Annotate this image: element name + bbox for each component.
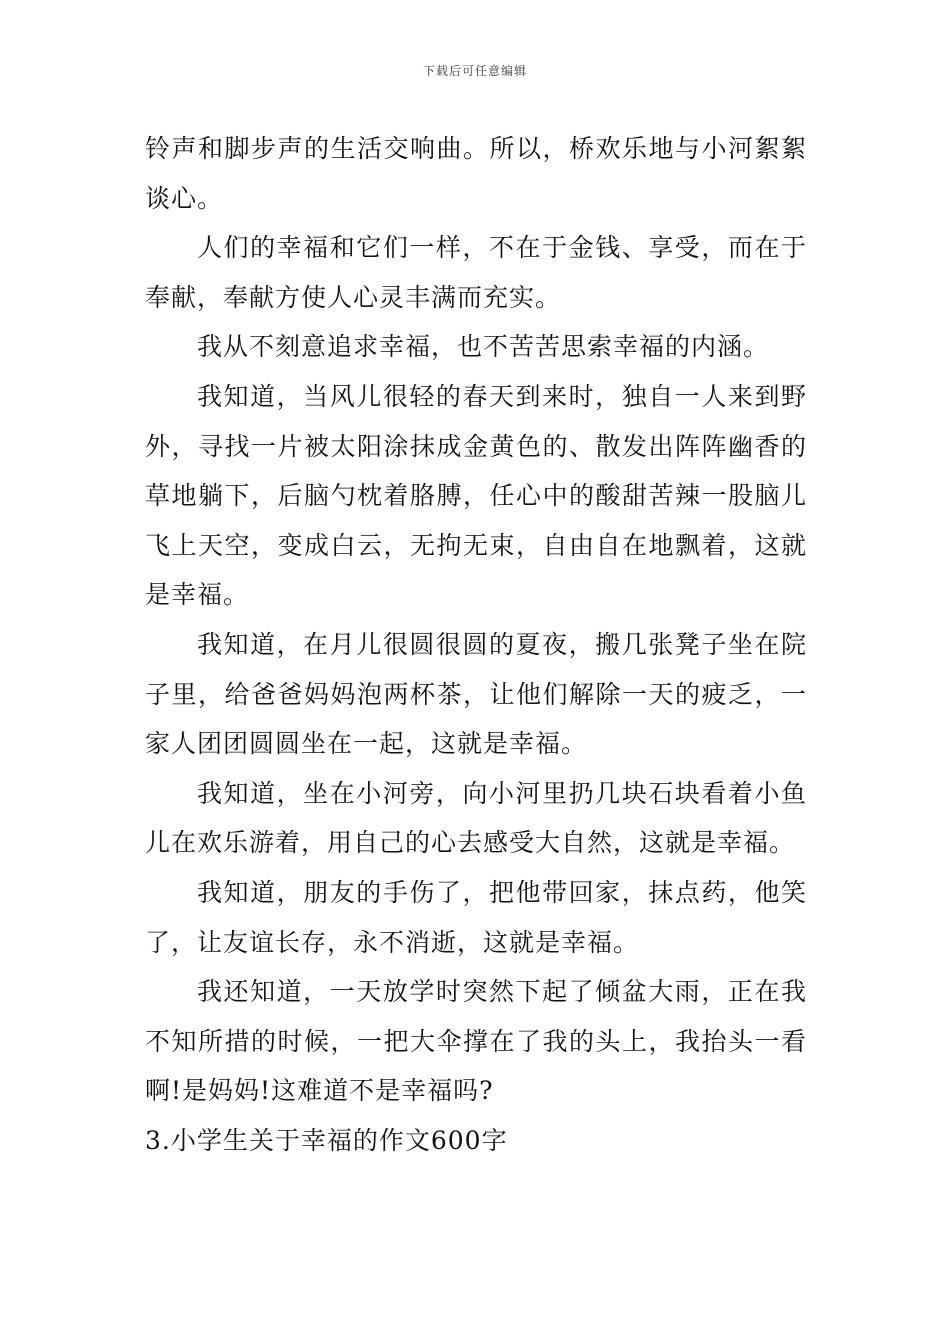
paragraph: 我从不刻意追求幸福，也不苦苦思索幸福的内涵。 (197, 332, 770, 362)
document-body (145, 124, 807, 1165)
paragraph: 我还知道，一天放学时突然下起了倾盆大雨，正在我不知所措的时候，一把大伞撑在了我的头上，我抬头一看啊!是妈妈!这难道不是幸福吗? (145, 977, 807, 1106)
page-header-note: 下载后可任意编辑 (422, 64, 527, 78)
paragraph: 我知道，在月儿很圆很圆的夏夜，搬几张凳子坐在院子里，给爸爸妈妈泡两杯茶，让他们解除一天的疲乏，一家人团团圆圆坐在一起，这就是幸福。 (145, 629, 807, 759)
paragraph: 人们的幸福和它们一样，不在于金钱、享受，而在于奉献，奉献方使人心灵丰满而充实。 (145, 233, 807, 312)
section-heading: 3.小学生关于幸福的作文600字 (145, 1125, 508, 1155)
paragraph: 我知道，当风儿很轻的春天到来时，独自一人来到野外，寻找一片被太阳涂抹成金黄色的、散发出阵阵幽香的草地躺下，后脑勺枕着胳膊，任心中的酸甜苦辣一股脑儿飞上天空，变成白云，无拘无束，自由自在地飘着，这就是幸福。 (145, 381, 807, 610)
paragraph: 我知道，朋友的手伤了，把他带回家，抹点药，他笑了，让友谊长存，永不消逝，这就是幸福。 (145, 877, 807, 957)
paragraph: 我知道，坐在小河旁，向小河里扔几块石块看着小鱼儿在欢乐游着，用自己的心去感受大自然，这就是幸福。 (145, 778, 807, 858)
paragraph-continuation: 铃声和脚步声的生活交响曲。所以，桥欢乐地与小河絮絮谈心。 (145, 134, 807, 213)
